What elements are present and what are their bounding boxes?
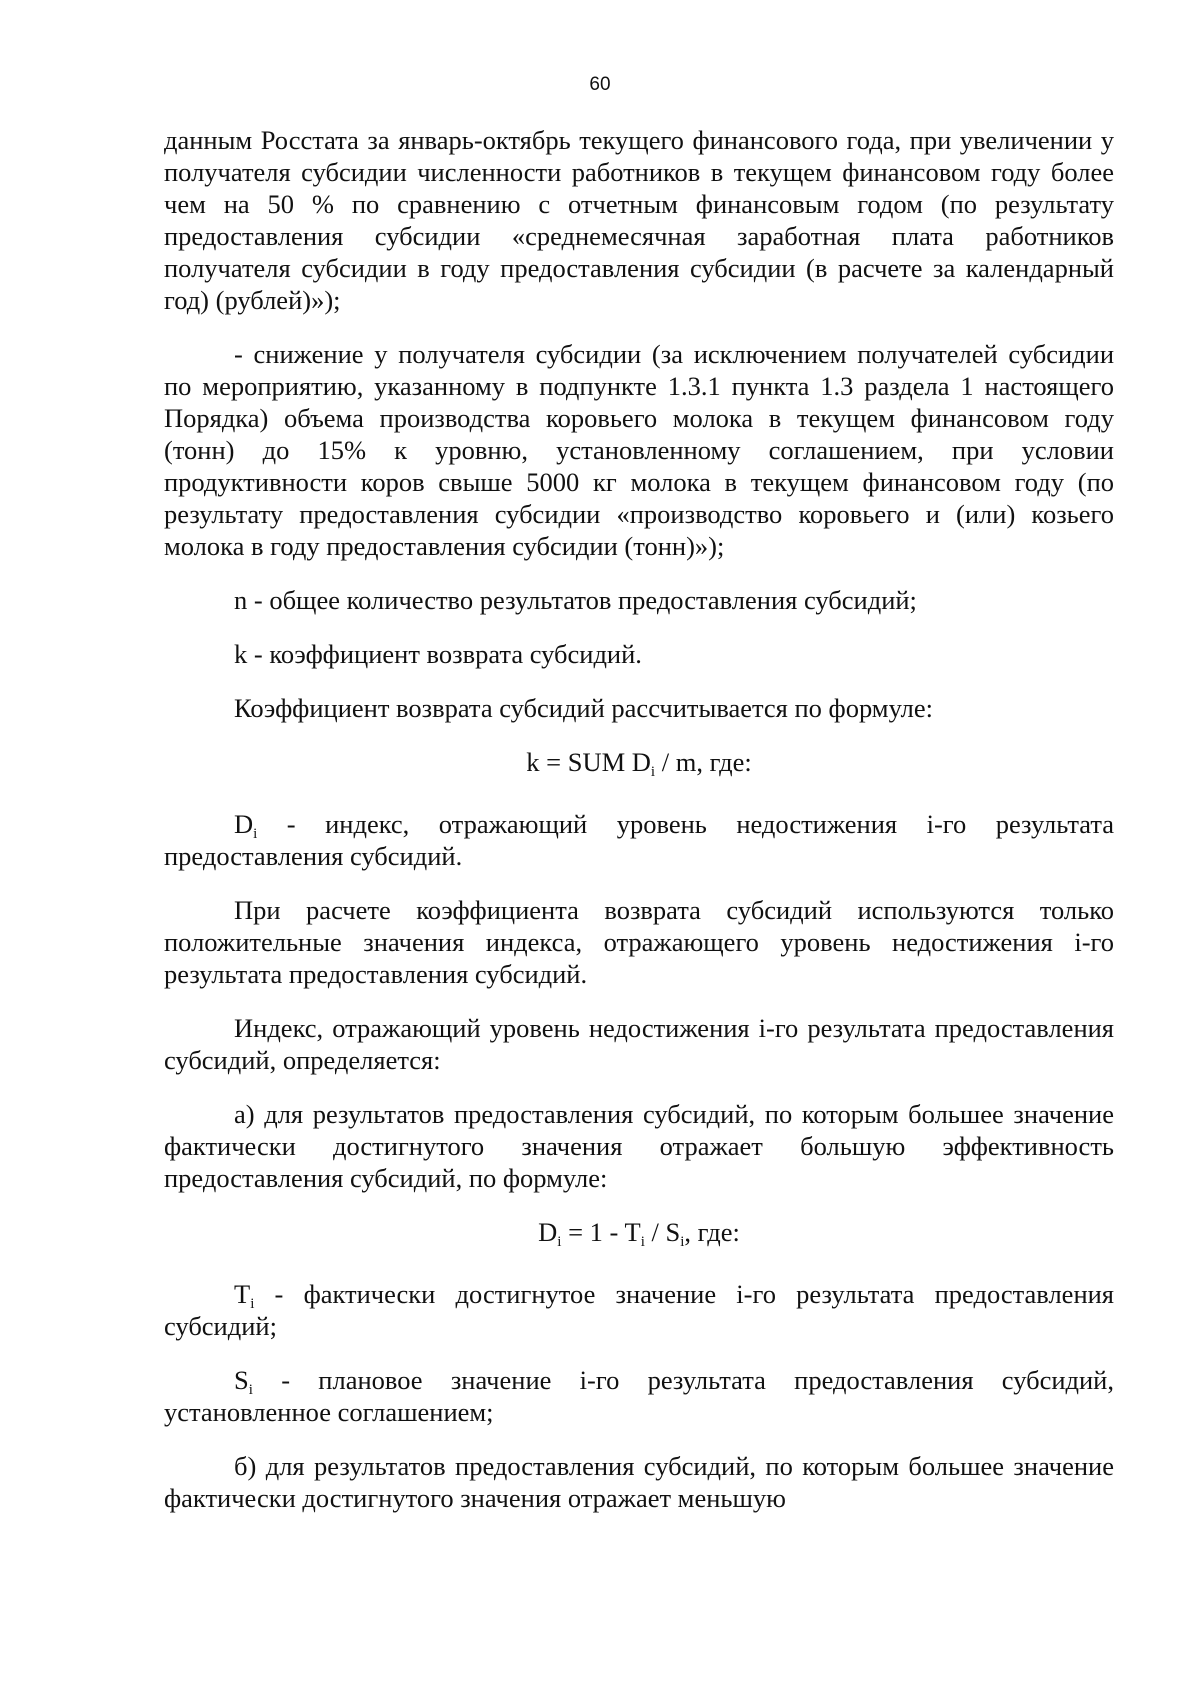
paragraph-case-b: б) для результатов предоставления субсидий, по которым большее значение фактически достигнутого значения отражает меньшую (164, 1451, 1114, 1513)
formula-di-sub2: i (640, 1234, 645, 1250)
formula-k-prefix: k = SUM D (526, 747, 651, 777)
symbol-d-subscript: i (253, 826, 258, 842)
formula-k-suffix: / m, где: (655, 747, 752, 777)
document-body (164, 124, 1114, 1536)
symbol-s-subscript: i (248, 1382, 253, 1398)
symbol-t: T (234, 1279, 251, 1309)
formula-di-sub3: i (680, 1234, 685, 1250)
paragraph-n-definition: n - общее количество результатов предоставления субсидий; (234, 585, 917, 615)
paragraph-milk-reduction: - снижение у получателя субсидии (за исключением получателей субсидии по мероприятию, указанному в подпункте 1.3.1 пункта 1.3 раздела 1 настоящего Порядка) объема производства коровьего молока в текущем финансовом году (тонн) до 15% к уровню, установленному соглашением, при условии продуктивности коров свыше 5000 кг молока в текущем финансовом году (по результату предоставления субсидии «производство коровьего и (или) козьего молока в году предоставления субсидии (тонн)»); (164, 339, 1114, 561)
formula-di-suffix: , где: (684, 1217, 740, 1247)
paragraph-index-determined: Индекс, отражающий уровень недостижения i-го результата предоставления субсидий, определяется: (164, 1013, 1114, 1075)
formula-di-mid1: = 1 - T (561, 1217, 641, 1247)
paragraph-k-definition: k - коэффициент возврата субсидий. (234, 639, 642, 669)
symbol-t-subscript: i (250, 1296, 255, 1312)
paragraph-di-text: - индекс, отражающий уровень недостижения i-го результата предоставления субсидий. (164, 809, 1114, 871)
paragraph-case-a: а) для результатов предоставления субсидий, по которым большее значение фактически достигнутого значения отражает большую эффективность предоставления субсидий, по формуле: (164, 1099, 1114, 1193)
formula-di-sub1: i (557, 1234, 562, 1250)
symbol-d: D (234, 809, 254, 839)
paragraph-si-definition (164, 1364, 1114, 1428)
formula-k (164, 746, 1114, 778)
paragraph-rosstat: данным Росстата за январь-октябрь текущего финансового года, при увеличении у получателя субсидии численности работников в текущем финансовом году более чем на 50 % по сравнению с отчетным финансовым годом (по результату предоставления субсидии «среднемесячная заработная плата работников получателя субсидии в году предоставления субсидии (в расчете за календарный год) (рублей)»); (164, 125, 1114, 315)
paragraph-ti-text: - фактически достигнутое значение i-го результата предоставления субсидий; (164, 1279, 1114, 1341)
page-number: 60 (589, 74, 611, 95)
formula-k-subscript: i (650, 764, 656, 780)
paragraph-di-definition (164, 808, 1114, 872)
formula-di (164, 1216, 1114, 1248)
paragraph-positive-values: При расчете коэффициента возврата субсидий используются только положительные значения индекса, отражающего уровень недостижения i-го результата предоставления субсидий. (164, 895, 1114, 989)
paragraph-si-text: - плановое значение i-го результата предоставления субсидий, установленное соглашением; (164, 1365, 1114, 1427)
symbol-s: S (234, 1365, 249, 1395)
formula-di-mid2: / S (644, 1217, 681, 1247)
paragraph-ti-definition (164, 1278, 1114, 1342)
formula-di-d: D (538, 1217, 558, 1247)
paragraph-k-formula-intro: Коэффициент возврата субсидий рассчитывается по формуле: (234, 693, 934, 723)
